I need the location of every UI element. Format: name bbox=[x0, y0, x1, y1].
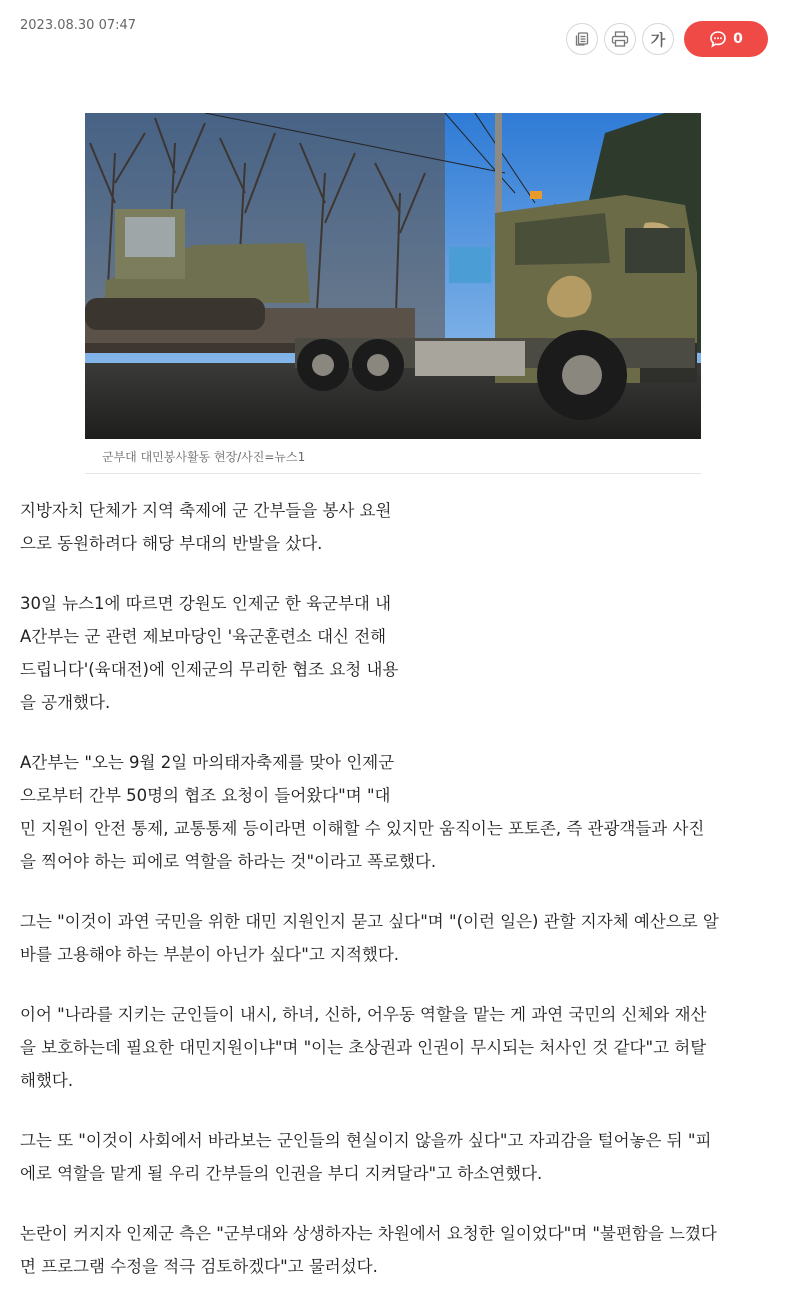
print-button[interactable] bbox=[604, 23, 636, 55]
print-icon bbox=[611, 31, 629, 47]
article-photo bbox=[85, 113, 701, 439]
font-size-label: 가 bbox=[650, 30, 666, 49]
photo-caption: 군부대 대민봉사활동 현장/사진=뉴스1 bbox=[85, 439, 701, 474]
article-paragraph: 그는 "이것이 과연 국민을 위한 대민 지원인지 묻고 싶다"며 "(이런 일은) 관할 지자체 예산으로 알 바를 고용해야 하는 부분이 아닌가 싶다"고 지적했다. bbox=[20, 912, 719, 964]
comment-count: 0 bbox=[733, 31, 743, 47]
comment-button[interactable] bbox=[684, 21, 768, 57]
copy-icon bbox=[574, 31, 590, 47]
article-paragraph: A간부는 "오는 9월 2일 마의태자축제를 맞아 인제군 으로부터 간부 50명의 협조 요청이 들어왔다"며 "대 민 지원이 안전 통제, 교통통제 등이라면 이해할 수 있지만 움직이는 포토존, 즉 관광객들과 사진 을 찍어야 하는 피에로 역할을 하라는 것"이라고 폭로했다. bbox=[20, 753, 705, 871]
copy-url-button[interactable] bbox=[566, 23, 598, 55]
article-meta-bar bbox=[0, 0, 790, 70]
comment-icon bbox=[709, 30, 727, 48]
article-paragraph: 지방자치 단체가 지역 축제에 군 간부들을 봉사 요원 으로 동원하려다 해당 부대의 반발을 샀다. bbox=[20, 501, 392, 553]
article-paragraph: 그는 또 "이것이 사회에서 바라보는 군인들의 현실이지 않을까 싶다"고 자괴감을 털어놓은 뒤 "피 에로 역할을 맡게 될 우리 간부들의 인권을 부디 지켜달라"고 하소연했다. bbox=[20, 1131, 712, 1183]
article-body bbox=[20, 494, 770, 1310]
article-paragraph: 이어 "나라를 지키는 군인들이 내시, 하녀, 신하, 어우동 역할을 맡는 게 과연 국민의 신체와 재산 을 보호하는데 필요한 대민지원이냐"며 "이는 초상권과 인권이 무시되는 처사인 것 같다"고 허탈 해했다. bbox=[20, 1005, 707, 1090]
article-tools bbox=[566, 21, 768, 57]
article-paragraph: 30일 뉴스1에 따르면 강원도 인제군 한 육군부대 내 A간부는 군 관련 제보마당인 '육군훈련소 대신 전해 드립니다'(육대전)에 인제군의 무리한 협조 요청 내용 을 공개했다. bbox=[20, 594, 399, 712]
article-figure bbox=[85, 113, 701, 474]
font-size-button[interactable] bbox=[642, 23, 674, 55]
publish-date: 2023.08.30 07:47 bbox=[20, 18, 137, 33]
article-paragraph: 논란이 커지자 인제군 측은 "군부대와 상생하자는 차원에서 요청한 일이었다"며 "불편함을 느꼈다 면 프로그램 수정을 적극 검토하겠다"고 물러섰다. bbox=[20, 1224, 717, 1276]
